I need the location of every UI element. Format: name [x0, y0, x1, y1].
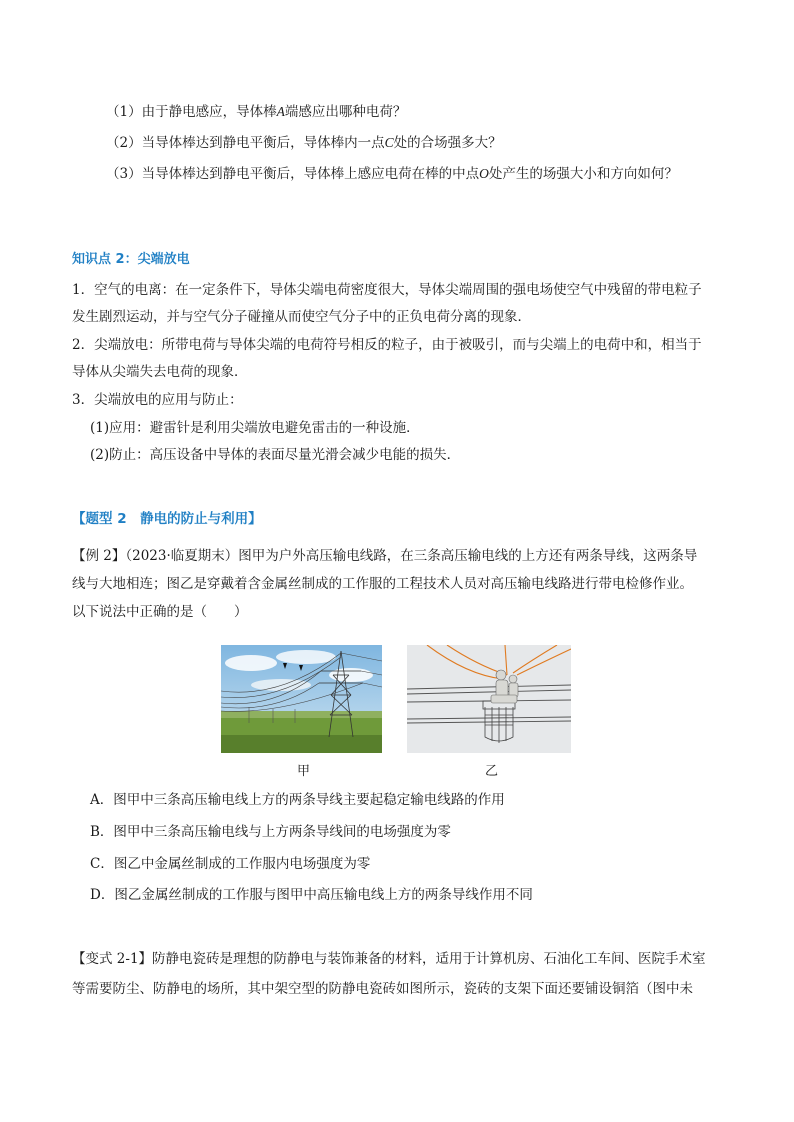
caption-yi: 乙: [485, 764, 499, 779]
example-2-line-1: 【例 2】（2023·临夏期末）图甲为户外高压输电线路，在三条高压输电线的上方还有两条导线，这两条导: [72, 548, 698, 564]
kp2-item-3: 3．尖端放电的应用与防止：: [72, 392, 243, 408]
example-2-line-3: 以下说法中正确的是（ ）: [72, 604, 248, 620]
kp2-item-3-sub-1: (1)应用：避雷针是利用尖端放电避免雷击的一种设施．: [90, 420, 420, 436]
question-2: [106, 134, 502, 152]
question-3-text-b: 处产生的场强大小和方向如何？: [488, 166, 678, 182]
example-2-line-2: 线与大地相连；图乙是穿戴着含金属丝制成的工作服的工程技术人员对高压输电线路进行带电检修作业。: [72, 576, 693, 592]
photo-power-lines: [221, 645, 382, 753]
kp2-item-1-line-2: 发生剧烈运动，并与空气分子碰撞从而使空气分子中的正负电荷分离的现象．: [72, 309, 531, 325]
variable-o: O: [479, 166, 489, 181]
live-line-worker-illustration: [407, 645, 571, 753]
variant-2-1-line-1: 【变式 2-1】防静电瓷砖是理想的防静电与装饰兼备的材料，适用于计算机房、石油化工车间、医院手术室: [72, 951, 706, 967]
question-type-2-heading: 【题型 2 静电的防止与利用】: [72, 511, 262, 527]
question-3: [106, 165, 678, 183]
caption-jia: 甲: [297, 764, 311, 779]
question-1-text-b: 端感应出哪种电荷？: [284, 104, 407, 120]
power-lines-illustration: [221, 645, 382, 753]
option-a: A．图甲中三条高压输电线上方的两条导线主要起稳定输电线路的作用: [90, 792, 505, 808]
question-1-text-a: （1）由于静电感应，导体棒: [106, 104, 277, 120]
question-1: [106, 103, 406, 121]
knowledge-point-2-heading: 知识点 2：尖端放电: [72, 252, 190, 267]
question-2-text-a: （2）当导体棒达到静电平衡后，导体棒内一点: [106, 135, 385, 151]
question-3-text-a: （3）当导体棒达到静电平衡后，导体棒上感应电荷在棒的中点: [106, 166, 480, 182]
kp2-item-2-line-2: 导体从尖端失去电荷的现象．: [72, 364, 248, 380]
kp2-item-1-line-1: 1．空气的电离：在一定条件下，导体尖端电荷密度很大，导体尖端周围的强电场使空气中残留的带电粒子: [72, 282, 702, 298]
photo-live-line-worker: [407, 645, 571, 753]
question-2-text-b: 处的合场强多大？: [393, 135, 502, 151]
kp2-item-2-line-1: 2．尖端放电：所带电荷与导体尖端的电荷符号相反的粒子，由于被吸引，而与尖端上的电荷中和，相当于: [72, 337, 702, 353]
option-b: B．图甲中三条高压输电线与上方两条导线间的电场强度为零: [90, 824, 451, 840]
kp2-item-3-sub-2: (2)防止：高压设备中导体的表面尽量光滑会减少电能的损失．: [90, 447, 461, 463]
variable-a: A: [276, 104, 285, 119]
option-d: D．图乙金属丝制成的工作服与图甲中高压输电线上方的两条导线作用不同: [90, 887, 533, 903]
variant-2-1-line-2: 等需要防尘、防静电的场所，其中架空型的防静电瓷砖如图所示，瓷砖的支架下面还要铺设铜箔（图中未: [72, 981, 693, 997]
variable-c: C: [384, 135, 394, 150]
option-c: C．图乙中金属丝制成的工作服内电场强度为零: [90, 856, 371, 872]
